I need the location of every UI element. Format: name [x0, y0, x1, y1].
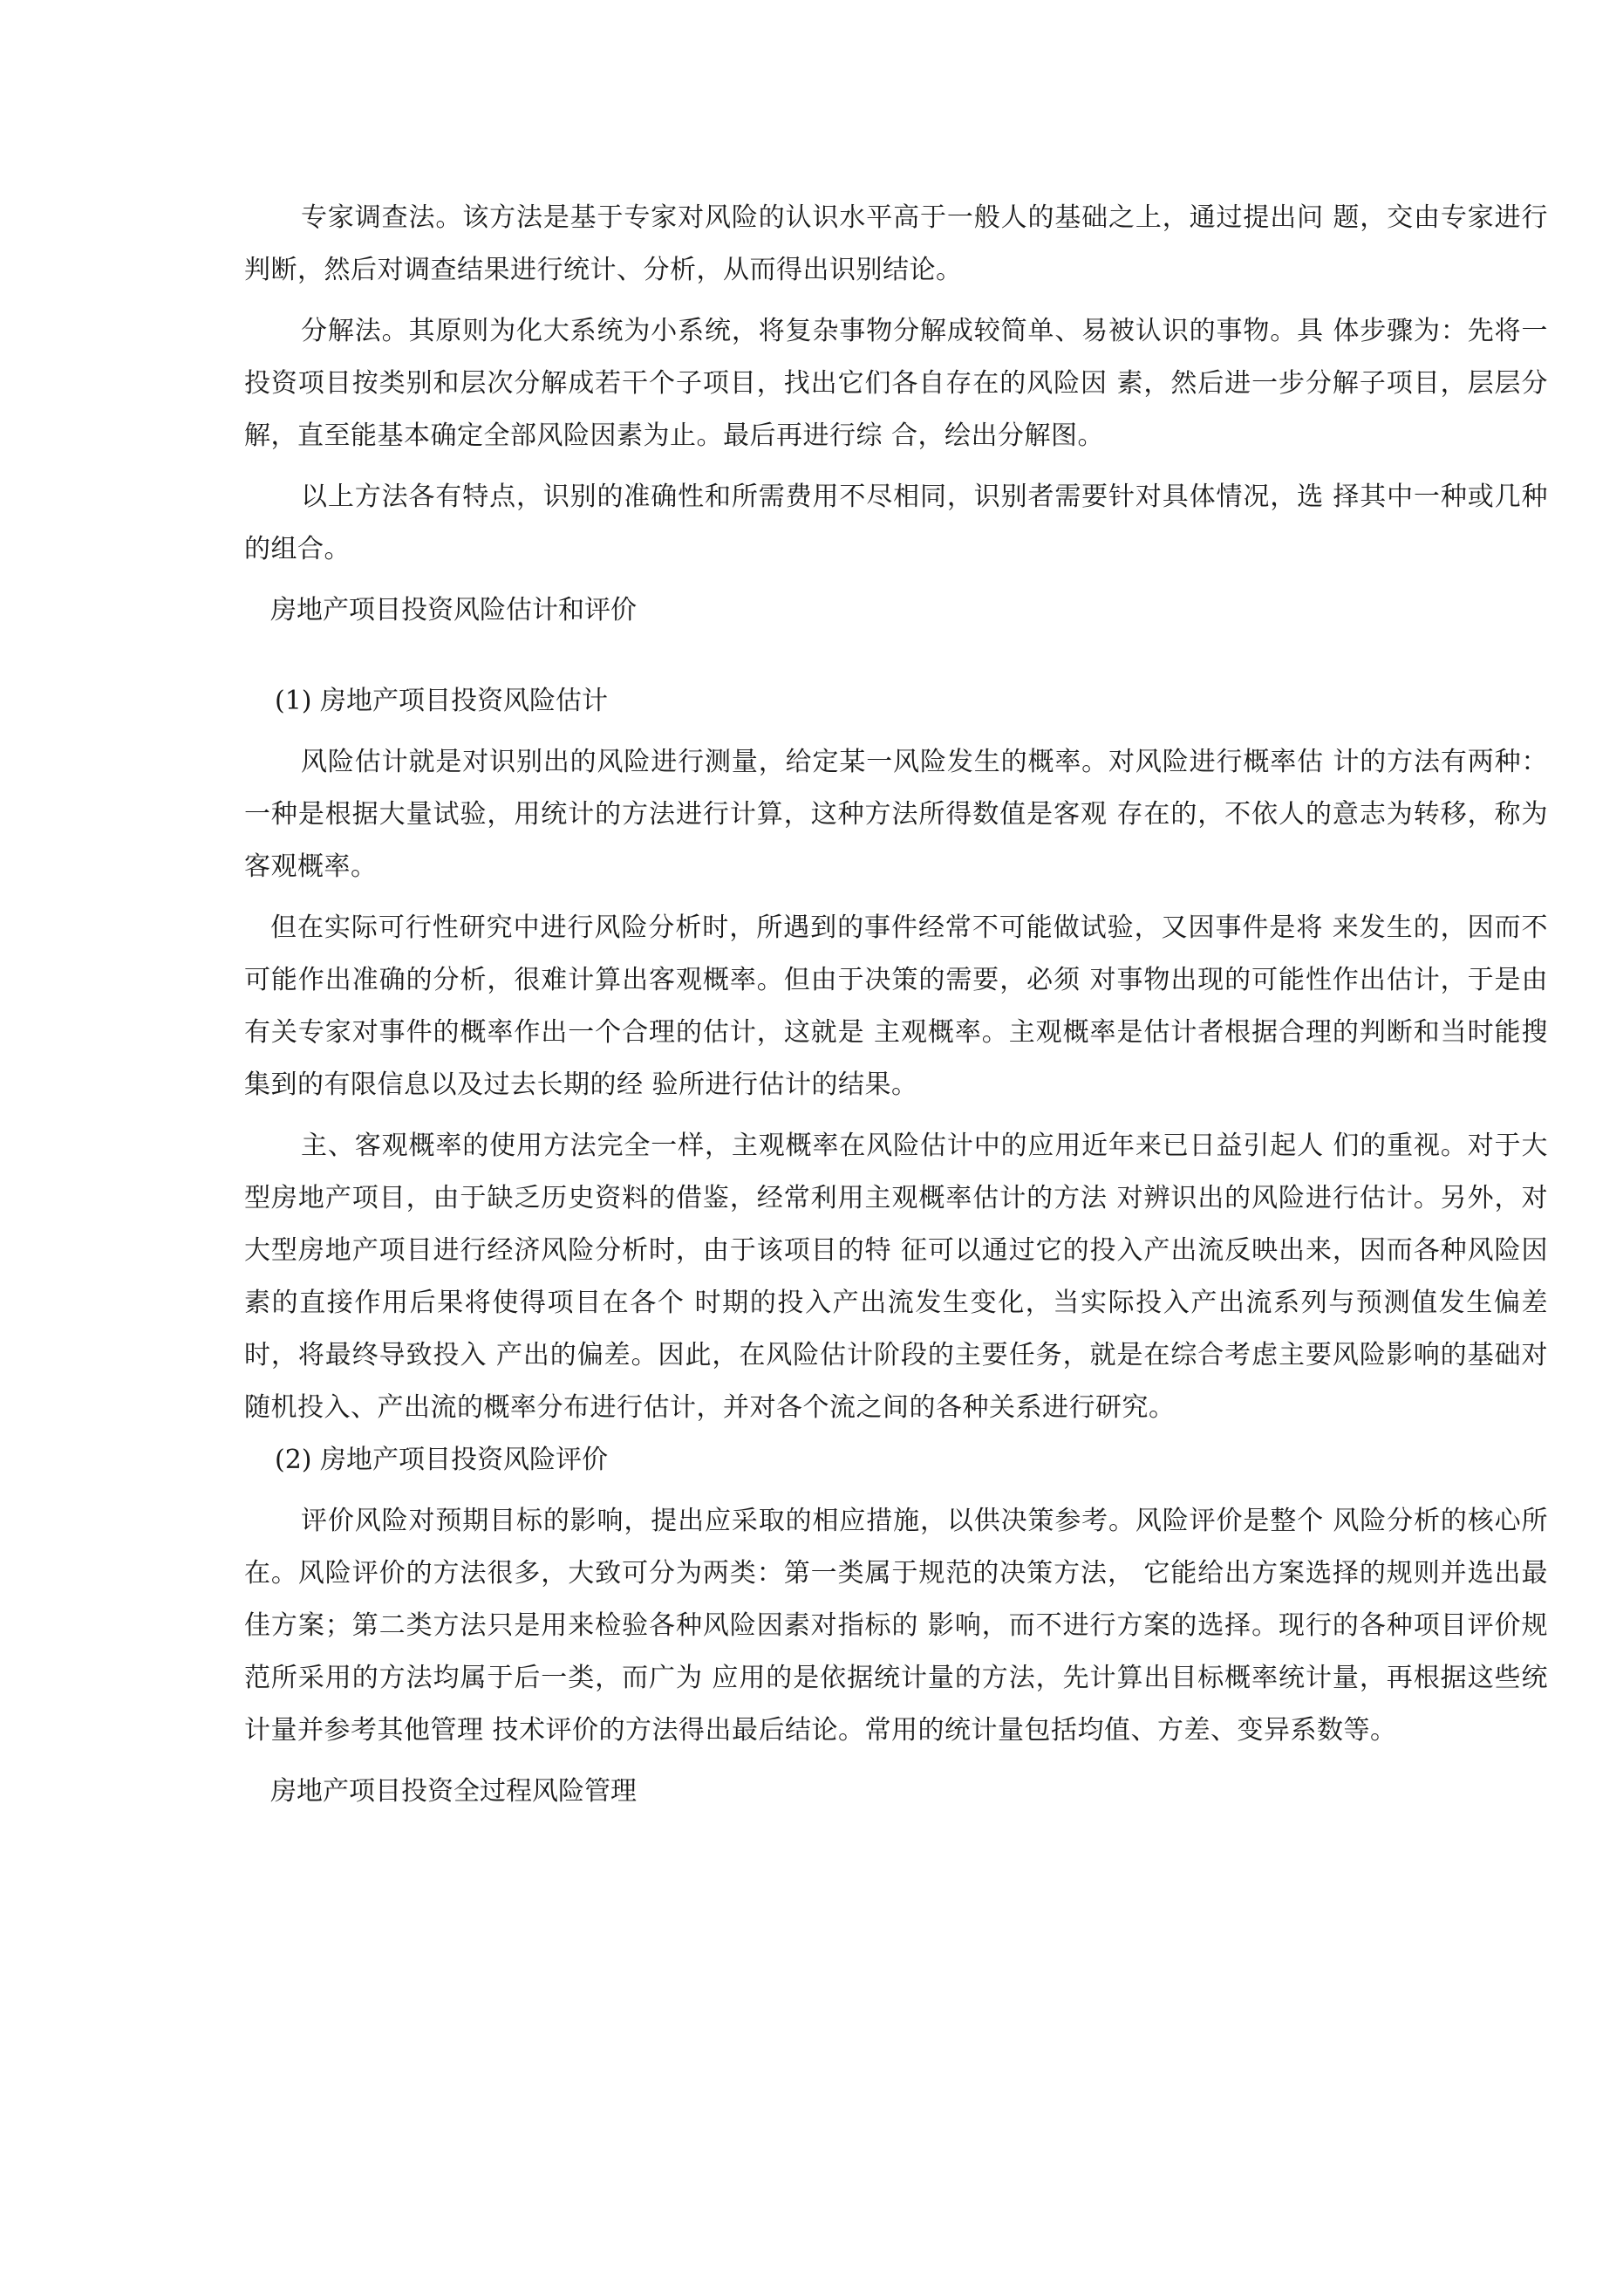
section-heading-estimation-evaluation: 房地产项目投资风险估计和评价 — [270, 595, 637, 625]
paragraph-probability-usage: 主、客观概率的使用方法完全一样，主观概率在风险估计中的应用近年来已日益引起人 们的重视。对于大型房地产项目，由于缺乏历史资料的借鉴，经常利用主观概率估计的方法 对辨识出的风险进行估计。另外，对大型房地产项目进行经济风险分析时，由于该项目的特 征可以通过它的投入产出流反映出来，因而各种风险因素的直接作用后果将使得项目在各个 时期的投入产出流发生变化，当实际投入产出流系列与预测值发生偏差时，将最终导致投入 产出的偏差。因此，在风险估计阶段的主要任务，就是在综合考虑主要风险影响的基础对随机投入、产出流的概率分布进行估计，并对各个流之间的各种关系进行研究。 — [244, 1131, 1548, 1423]
paragraph-risk-evaluation: 评价风险对预期目标的影响，提出应采取的相应措施，以供决策参考。风险评价是整个 风险分析的核心所在。风险评价的方法很多，大致可分为两类：第一类属于规范的决策方法， 它能给出方案选择的规则并选出最佳方案；第二类方法只是用来检验各种风险因素对指标的 影响，而不进行方案的选择。现行的各种项目评价规范所采用的方法均属于后一类，而广为 应用的是依据统计量的方法，先计算出目标概率统计量，再根据这些统计量并参考其他管理 技术评价的方法得出最后结论。常用的统计量包括均值、方差、变异系数等。 — [244, 1506, 1548, 1746]
paragraph-methods-summary: 以上方法各有特点，识别的准确性和所需费用不尽相同，识别者需要针对具体情况，选 择其中一种或几种的组合。 — [244, 482, 1548, 564]
subheading-risk-evaluation: (2) 房地产项目投资风险评价 — [275, 1445, 609, 1475]
paragraph-risk-estimation: 风险估计就是对识别出的风险进行测量，给定某一风险发生的概率。对风险进行概率估 计的方法有两种：一种是根据大量试验，用统计的方法进行计算，这种方法所得数值是客观 存在的，不依人的意志为转移，称为客观概率。 — [244, 747, 1548, 882]
paragraph-subjective-probability: 但在实际可行性研究中进行风险分析时，所遇到的事件经常不可能做试验，又因事件是将 来发生的，因而不可能作出准确的分析，很难计算出客观概率。但由于决策的需要，必须 对事物出现的可能性作出估计，于是由有关专家对事件的概率作出一个合理的估计，这就是 主观概率。主观概率是估计者根据合理的判断和当时能搜集到的有限信息以及过去长期的经 验所进行估计的结果。 — [244, 912, 1548, 1100]
paragraph-decomposition: 分解法。其原则为化大系统为小系统，将复杂事物分解成较简单、易被认识的事物。具 体步骤为：先将一投资项目按类别和层次分解成若干个子项目，找出它们各自存在的风险因 素，然后进一步分解子项目，层层分解，直至能基本确定全部风险因素为止。最后再进行综 合，绘出分解图。 — [244, 316, 1548, 451]
subheading-risk-estimation: (1) 房地产项目投资风险估计 — [275, 686, 609, 716]
paragraph-expert-survey: 专家调查法。该方法是基于专家对风险的认识水平高于一般人的基础之上，通过提出问 题，交由专家进行判断，然后对调查结果进行统计、分析，从而得出识别结论。 — [244, 202, 1548, 285]
section-heading-full-process-management: 房地产项目投资全过程风险管理 — [270, 1776, 637, 1807]
document-page — [244, 192, 1548, 1818]
